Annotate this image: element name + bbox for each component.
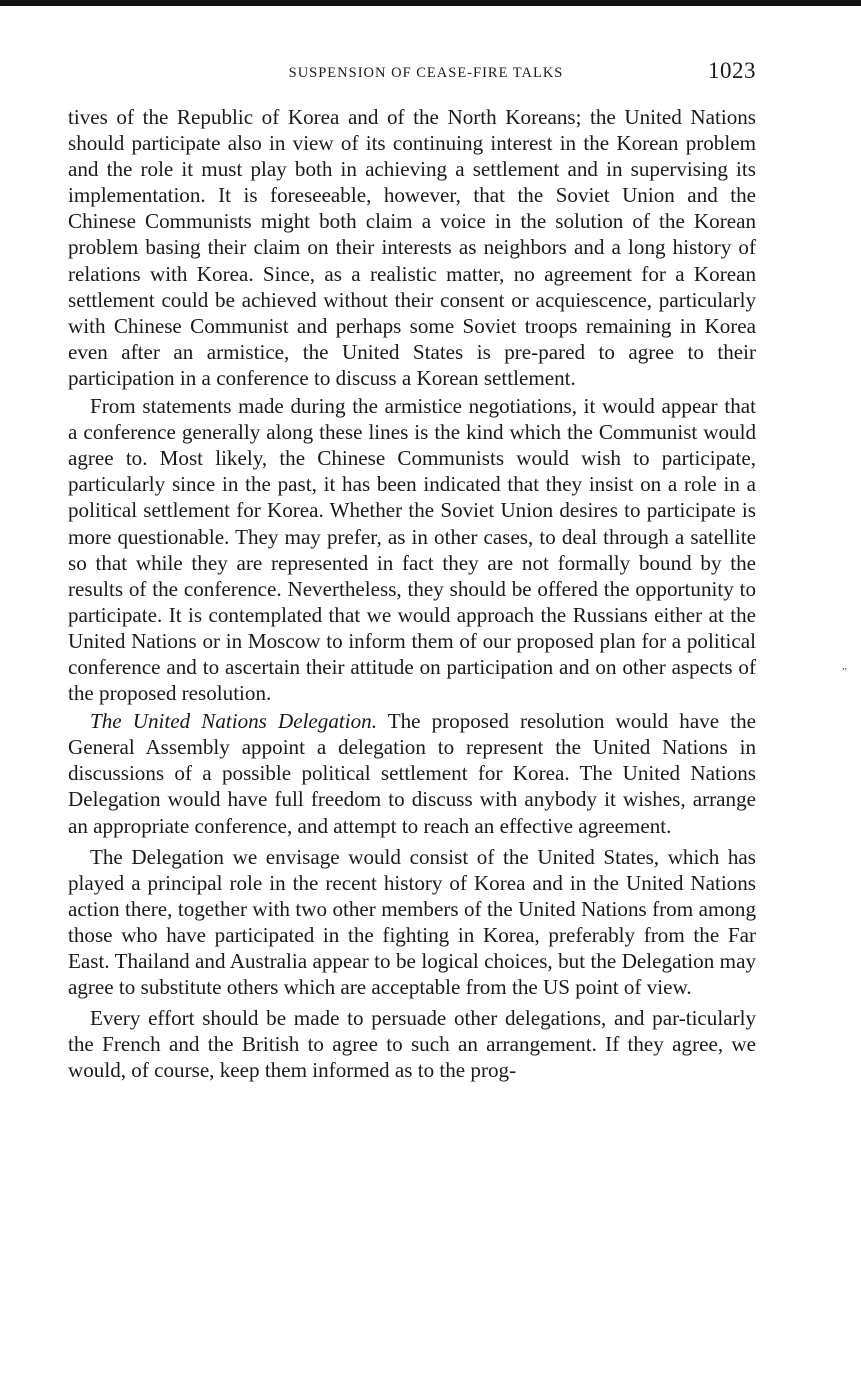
page-header [68, 58, 756, 92]
top-scan-border [0, 0, 861, 6]
body-text [68, 104, 756, 1083]
scan-artifact-mark: „ [842, 660, 847, 672]
section-heading-un-delegation: The United Nations Delegation. [90, 709, 377, 734]
running-head: SUSPENSION OF CEASE-FIRE TALKS [288, 65, 564, 81]
page-number: 1023 [708, 58, 756, 83]
paragraph-delegation-composition: The Delegation we envisage would consist of the United States, which has played a principal role in the recent history of Korea and in the United Nations action there, together with two other members of the United Nations from among those who have participated in the fighting in Korea, preferably from the Far East. Thailand and Australia appear to be logical choices, but the Delegation may agree to substitute others which are acceptable from the US point of view. [68, 844, 756, 1000]
paragraph-un-delegation [68, 708, 756, 838]
paragraph-continuation: tives of the Republic of Korea and of the North Koreans; the United Nations should participate also in view of its continuing interest in the Korean problem and the role it must play both in achieving a settlement and in supervising its implementation. It is foreseeable, however, that the Soviet Union and the Chinese Communists might both claim a voice in the solution of the Korean problem basing their claim on their interests as neighbors and a long history of relations with Korea. Since, as a realistic matter, no agreement for a Korean settlement could be achieved without their consent or acquiescence, particularly with Chinese Communist and perhaps some Soviet troops remaining in Korea even after an armistice, the United States is pre-pared to agree to their participation in a conference to discuss a Korean settlement. [68, 105, 756, 390]
paragraph-communist-participation: From statements made during the armistice negotiations, it would appear that a conference generally along these lines is the kind which the Communist would agree to. Most likely, the Chinese Communists would wish to participate, particularly since in the past, it has been indicated that they insist on a role in a political settlement for Korea. Whether the Soviet Union desires to participate is more questionable. They may prefer, as in other cases, to deal through a satellite so that while they are represented in fact they are not formally bound by the results of the conference. Nevertheless, they should be offered the opportunity to participate. It is contemplated that we would approach the Russians either at the United Nations or in Moscow to inform them of our proposed plan for a political conference and to ascertain their attitude on participation and on other aspects of the proposed resolution. [68, 394, 756, 706]
paragraph-un-delegation-text: The proposed resolution would have the General Assembly appoint a delegation to represent the United Nations in discussions of a possible political settlement for Korea. The United Nations Delegation would have full freedom to discuss with anybody it wishes, arrange an appropriate conference, and attempt to reach an effective agreement. [68, 709, 756, 838]
paragraph-persuade-delegations: Every effort should be made to persuade other delegations, and par-ticularly the French and the British to agree to such an arrangement. If they agree, we would, of course, keep them informed as to the prog- [68, 1006, 756, 1083]
